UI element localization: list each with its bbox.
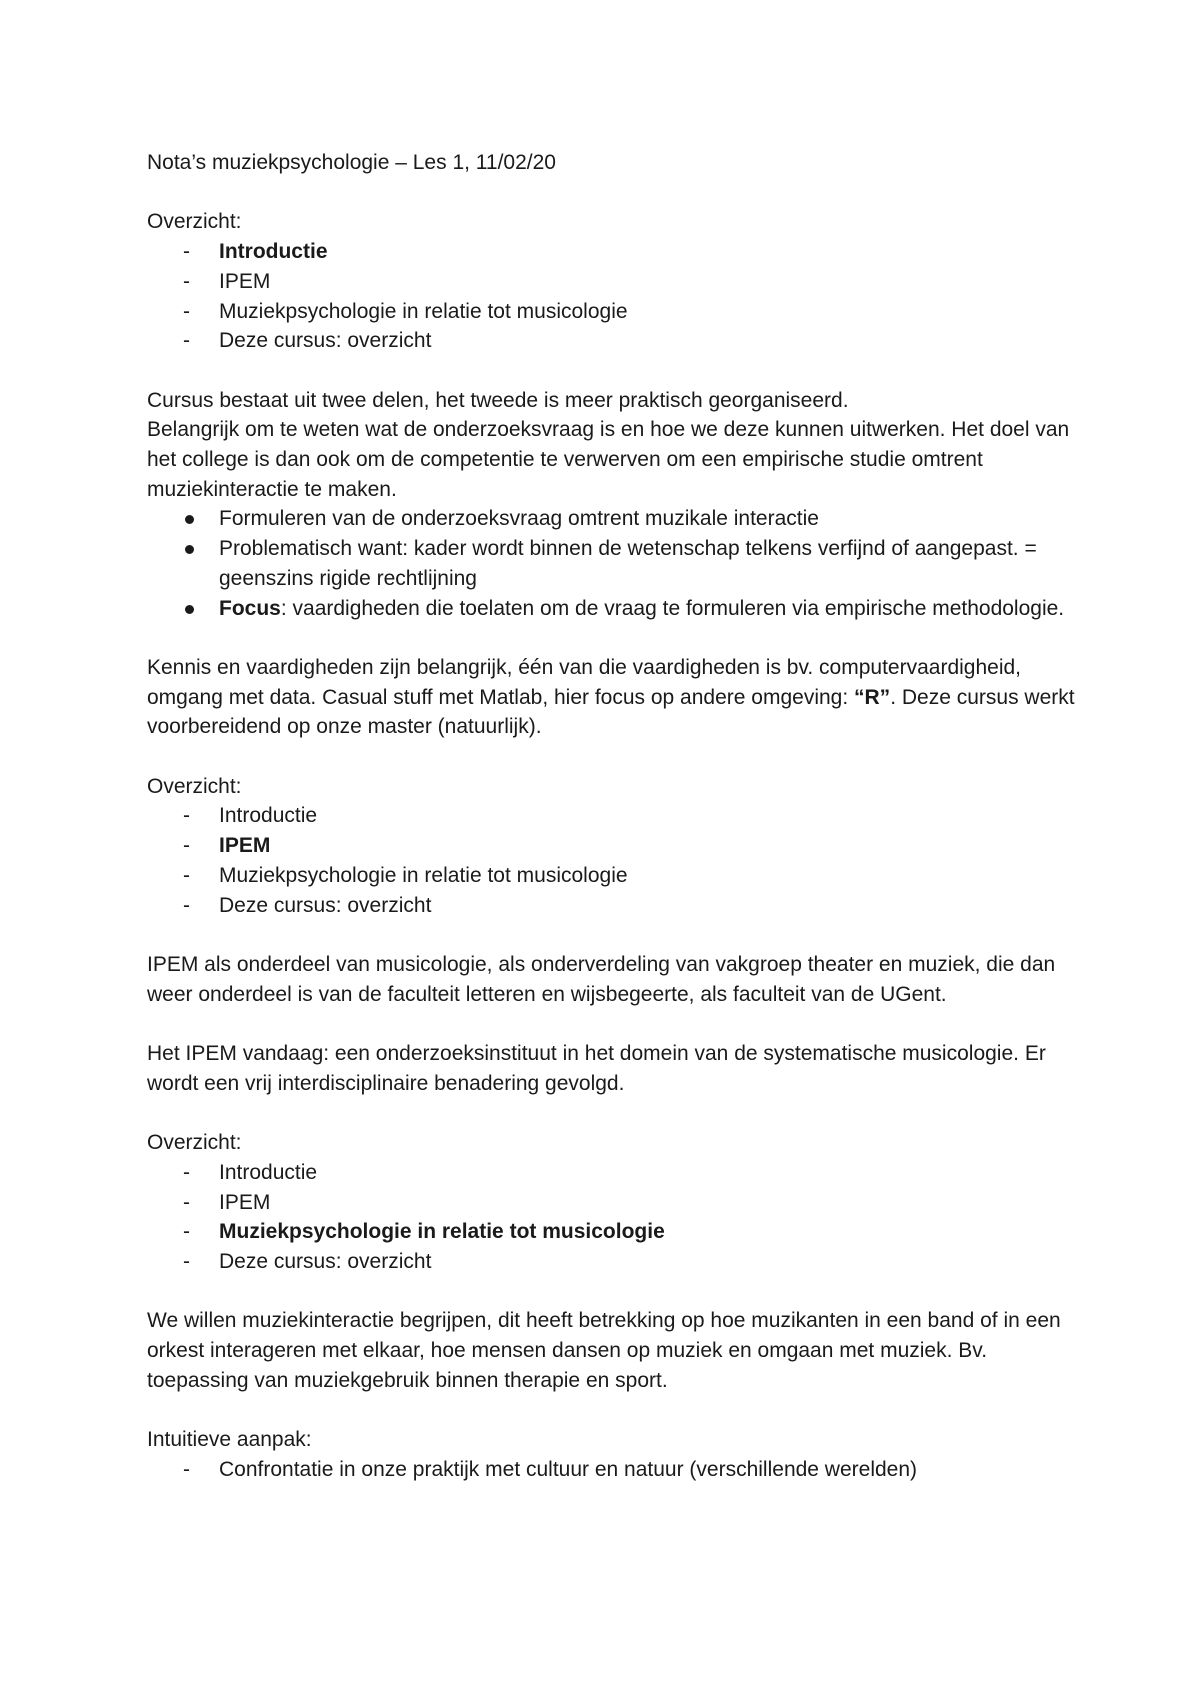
intro-line: Cursus bestaat uit twee delen, het tweede is meer praktisch georganiseerd. [147,388,849,412]
list-item: - Introductie [147,801,1077,831]
list-item: - IPEM [147,1188,1077,1218]
intro-bullets [147,504,1077,623]
overview-list-2 [147,801,1077,920]
ipem-paragraph-2: Het IPEM vandaag: een onderzoeksinstituut in het domein van de systematische musicologie. Er wordt een vrij interdisciplinaire benadering gevolgd. [147,1042,1046,1095]
dash-marker: - [183,893,190,917]
dash-marker: - [183,299,190,323]
intro-paragraph: Belangrijk om te weten wat de onderzoeksvraag is en hoe we deze kunnen uitwerken. Het doel van het college is dan ook om de competentie te verwerven om een empirische studie omtrent muziekinteractie te maken. [147,418,1070,501]
overview-label-3: Overzicht: [147,1131,242,1155]
list-item: Formuleren van de onderzoeksvraag omtrent muzikale interactie [147,504,1077,534]
overview-list-3 [147,1158,1077,1277]
dash-marker: - [183,1190,190,1214]
interaction-paragraph: We willen muziekinteractie begrijpen, dit heeft betrekking op hoe muzikanten in een band of in een orkest interageren met elkaar, hoe mensen dansen op muziek en omgaan met muziek. Bv. toepassing van muziekgebruik binnen therapie en sport. [147,1309,1061,1392]
list-item: - Introductie [147,237,1077,267]
bullet-icon [185,605,194,614]
overview-label-2: Overzicht: [147,774,242,798]
list-item: - Confrontatie in onze praktijk met cultuur en natuur (verschillende werelden) [147,1455,1077,1485]
dash-marker: - [183,834,190,858]
dash-marker: - [183,269,190,293]
dash-marker: - [183,863,190,887]
dash-marker: - [183,804,190,828]
overview-list-1 [147,237,1077,356]
dash-marker: - [183,329,190,353]
list-item: - Muziekpsychologie in relatie tot musicologie [147,297,1077,327]
list-item: - Deze cursus: overzicht [147,326,1077,356]
skills-paragraph: Kennis en vaardigheden zijn belangrijk, één van die vaardigheden is bv. computervaardigheid, omgang met data. Casual stuff met Matlab, hier focus op andere omgeving: “R”. Deze cursus werkt voorbereidend op onze master (natuurlijk). [147,655,1075,739]
dash-marker: - [183,1220,190,1244]
list-item: - Deze cursus: overzicht [147,891,1077,921]
bullet-icon [185,515,194,524]
list-item: - IPEM [147,831,1077,861]
dash-marker: - [183,1457,190,1481]
ipem-paragraph-1: IPEM als onderdeel van musicologie, als onderverdeling van vakgroep theater en muziek, die dan weer onderdeel is van de faculteit letteren en wijsbegeerte, als faculteit van de UGent. [147,952,1056,1006]
document-title: Nota’s muziekpsychologie – Les 1, 11/02/20 [147,151,556,174]
list-item: Problematisch want: kader wordt binnen de wetenschap telkens verfijnd of aangepast. = geenszins rigide rechtlijning [147,534,1077,593]
overview-label-1: Overzicht: [147,210,242,234]
bullet-icon [185,545,194,554]
list-item: - IPEM [147,267,1077,297]
list-item: - Introductie [147,1158,1077,1188]
dash-marker: - [183,240,190,264]
list-item: - Muziekpsychologie in relatie tot musicologie [147,861,1077,891]
dash-marker: - [183,1160,190,1184]
list-item: Focus: vaardigheden die toelaten om de vraag te formuleren via empirische methodologie. [147,594,1077,624]
list-item: - Deze cursus: overzicht [147,1247,1077,1277]
intuitive-label: Intuitieve aanpak: [147,1428,312,1452]
intuitive-list [147,1455,1077,1485]
list-item: - Muziekpsychologie in relatie tot musicologie [147,1217,1077,1247]
document-page [147,148,1077,1485]
dash-marker: - [183,1249,190,1273]
